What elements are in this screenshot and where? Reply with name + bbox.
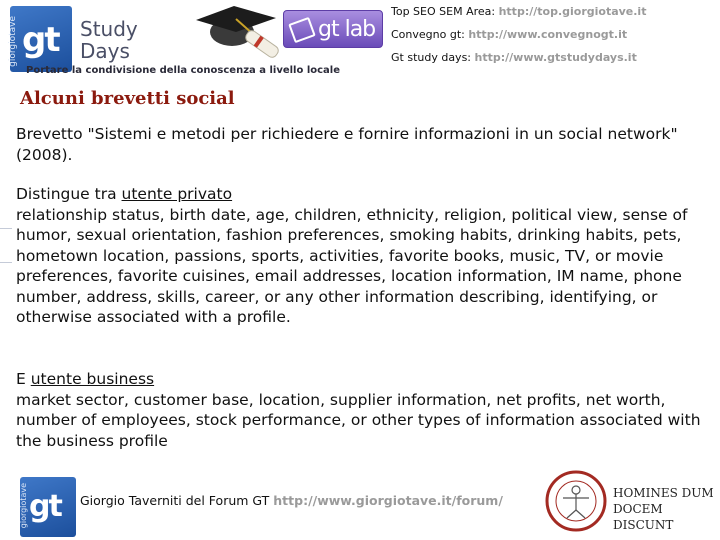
motto-line1: HOMINES DUM [613,486,714,500]
header-link-url[interactable]: http://www.convegnogt.it [468,28,628,41]
private-user-attributes: relationship status, birth date, age, children, ethnicity, religion, political view, sense of humor, sexual orientation, fashion preferences, smoking habits, drinking habits, pets, hometown location, passions, sports, activities, favorite books, music, TV, or movie preferences, favorite cuisines, email addresses, location information, IM name, phone number, address, skills, career, or any other information describing, identifying, or otherwise associated with a profile. [16,205,688,326]
graduation-cap-icon [192,2,282,64]
footer-forum-link[interactable]: http://www.giorgiotave.it/forum/ [273,493,503,508]
left-divider [0,262,12,263]
study-days-line2: Days [80,39,130,63]
footer-author: Giorgio Taverniti del Forum GT [80,493,270,508]
private-user-prefix: Distingue tra [16,185,122,203]
header-tagline: Portare la condivisione della conoscenza a livello locale [26,65,341,76]
footer-gt-logo [20,477,76,537]
study-days-wordmark [80,18,138,62]
header-link-row [391,3,716,26]
footer-motto [613,485,720,533]
footer-logo-brand: gt [29,489,61,524]
gt-logo [10,6,72,72]
patent-paragraph: Brevetto "Sistemi e metodi per richiedere e fornire informazioni in un social network" (2008). [16,125,678,164]
study-days-line1: Study [80,17,138,41]
left-divider [0,228,12,229]
header-link-url[interactable]: http://www.gtstudydays.it [474,51,637,64]
business-user-term: utente business [30,370,155,388]
footer-credit [80,493,503,508]
header-link-url[interactable]: http://top.giorgiotave.it [498,5,647,18]
header-link-label: Convegno gt: [391,28,465,41]
university-seal-icon [545,470,607,532]
motto-line2: DOCEM DISCUNT [613,502,674,532]
slide-title: Alcuni brevetti social [20,88,235,109]
gtlab-label: gt lab [318,17,376,42]
gtlab-mark-icon [288,17,316,43]
business-user-prefix: E [16,370,31,388]
header-link-label: Top SEO SEM Area: [391,5,496,18]
header-link-row [391,49,716,72]
private-user-term: utente privato [121,185,233,203]
gtlab-logo [283,10,383,48]
business-user-paragraph [16,369,716,451]
header-link-row [391,26,716,49]
footer-logo-vertical-text: giorgiotave [19,483,28,529]
logo-brand: gt [22,20,59,60]
business-user-attributes: market sector, customer base, location, supplier information, net profits, net worth, number of employees, stock performance, or other types of information associated with the business profile [16,390,701,450]
header-links [391,3,716,72]
private-user-paragraph [16,184,716,328]
logo-vertical-text: giorgiotave [8,16,18,67]
header-link-label: Gt study days: [391,51,472,64]
